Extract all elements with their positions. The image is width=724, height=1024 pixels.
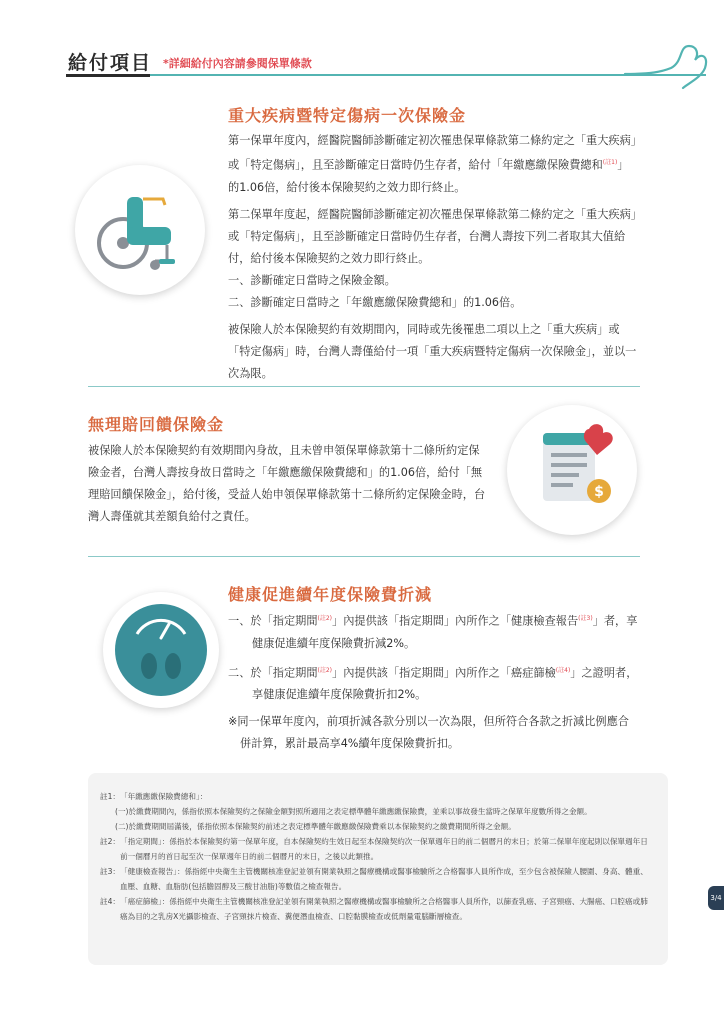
page-number-tab: 3/4 xyxy=(708,886,724,910)
wheelchair-icon xyxy=(75,165,205,295)
section1-heading: 重大疾病暨特定傷病一次保險金 xyxy=(228,106,467,125)
note1-ref: (註1) xyxy=(602,159,618,166)
section1-item2: 二、診斷確定日當時之「年繳應繳保險費總和」的1.06倍。 xyxy=(228,295,522,309)
section1-paragraph2: 第二保單年度起，經醫院醫師診斷確定初次罹患保單條款第二條約定之「重大疾病」或「特定傷病」，且至診斷確定日當時仍生存者，台灣人壽按下列二者取其大值給付，給付後本保險契約之效力即行終止。 xyxy=(228,207,637,265)
section3-body xyxy=(228,608,640,760)
scale-icon xyxy=(103,592,219,708)
document-money-icon xyxy=(507,405,637,535)
section3-item1: 一、於「指定期間$^{(註2)}$」內提供該「指定期間」內所作之「健康檢查報告$^{(註3)}$」者，享健康促進續年度保險費折減2%。 xyxy=(228,614,638,650)
section1-paragraph3: 被保險人於本保險契約有效期間內，同時或先後罹患二項以上之「重大疾病」或「特定傷病」時，台灣人壽僅給付一項「重大疾病暨特定傷病一次保險金」，並以一次為限。 xyxy=(228,322,637,380)
section3-item2: 二、於「指定期間$^{(註2)}$」內提供該「指定期間」內所作之「癌症篩檢$^{(註4)}$」之證明者，享健康促進續年度保險費折扣2%。 xyxy=(228,666,638,702)
section-divider-1 xyxy=(88,386,640,387)
header-underline xyxy=(66,74,150,77)
note4: 註4： 「癌症篩檢」：係指經中央衛生主管機關核准登記並領有開業執照之醫療機構或醫事檢驗所之合格醫事人員所作，以篩查乳癌、子宮頸癌、大腸癌、口腔癌或肺癌為目的之乳房X光攝影檢查、子宮頸抹片檢查、糞便潛血檢查、口腔黏膜檢查或低劑量電腦斷層檢查。 xyxy=(100,897,648,921)
note1-sub2: (二)於繳費期間屆滿後，係指依照本保險契約前述之表定標準體年繳應繳保險費乘以本保險契約之繳費期間所得之金額。 xyxy=(115,822,516,831)
document-circle xyxy=(507,405,637,535)
section3-heading: 健康促進續年度保險費折減 xyxy=(228,585,433,604)
section3-item3: ※同一保單年度內，前項折減各款分別以一次為限，但所符合各款之折減比例應合併計算，累計最高享4%續年度保險費折扣。 xyxy=(228,715,629,751)
section1-item1: 一、診斷確定日當時之保險金額。 xyxy=(228,273,396,287)
section1-paragraph1: 第一保單年度內，經醫院醫師診斷確定初次罹患保單條款第二條約定之「重大疾病」或「特定傷病」，且至診斷確定日當時仍生存者，給付「年繳應繳保險費總和$^{(註1)}$」的1.06倍，給付後本保險契約之效力即行終止。 xyxy=(228,134,637,194)
note3: 註3： 「健康檢查報告」：係指經中央衛生主管機關核准登記並領有開業執照之醫療機構或醫事檢驗所之合格醫事人員所作成，至少包含被保險人腰圍、身高、體重、血壓、血糖、血脂肪(包括膽固醇及三酸甘油脂)等數值之檢查報告。 xyxy=(100,867,648,891)
section-divider-2 xyxy=(88,556,640,557)
header-divider xyxy=(66,74,706,76)
note2: 註2： 「指定期間」：係指於本保險契約第一保單年度，自本保險契約生效日起至本保險契約次一保單週年日的前二個曆月的末日；於第二保單年度起則以保單週年日前一個曆月的首日起至次一保單週年日的前二個曆月的末日，之後以此類推。 xyxy=(100,837,648,861)
section2-body xyxy=(88,440,490,533)
note1: 註1： 「年繳應繳保險費總和」： xyxy=(100,792,208,801)
notes xyxy=(100,789,652,924)
section2-heading: 無理賠回饋保險金 xyxy=(88,415,225,434)
section2-paragraph1: 被保險人於本保險契約有效期間內身故，且未曾申領保單條款第十二條所約定保險金者，台灣人壽按身故日當時之「年繳應繳保險費總和」的1.06倍，給付「無理賠回饋保險金」，給付後，受益人始申領保單條款第十二條所約定保險金時，台灣人壽僅就其差額負給付之責任。 xyxy=(88,444,486,523)
page-title: 給付項目 xyxy=(68,52,153,74)
title-note: *詳細給付內容請參閱保單條款 xyxy=(163,57,312,70)
note1-sub1: (一)於繳費期間內，係指依照本保險契約之保險金額對照所適用之表定標準體年繳應繳保險費，並乘以事故發生當時之保單年度數所得之金額。 xyxy=(115,807,592,816)
svg-text:$: $ xyxy=(594,484,604,500)
section1-body xyxy=(228,130,638,390)
heart-line-icon xyxy=(621,38,711,98)
wheelchair-circle xyxy=(75,165,205,295)
scale-circle xyxy=(103,592,219,708)
